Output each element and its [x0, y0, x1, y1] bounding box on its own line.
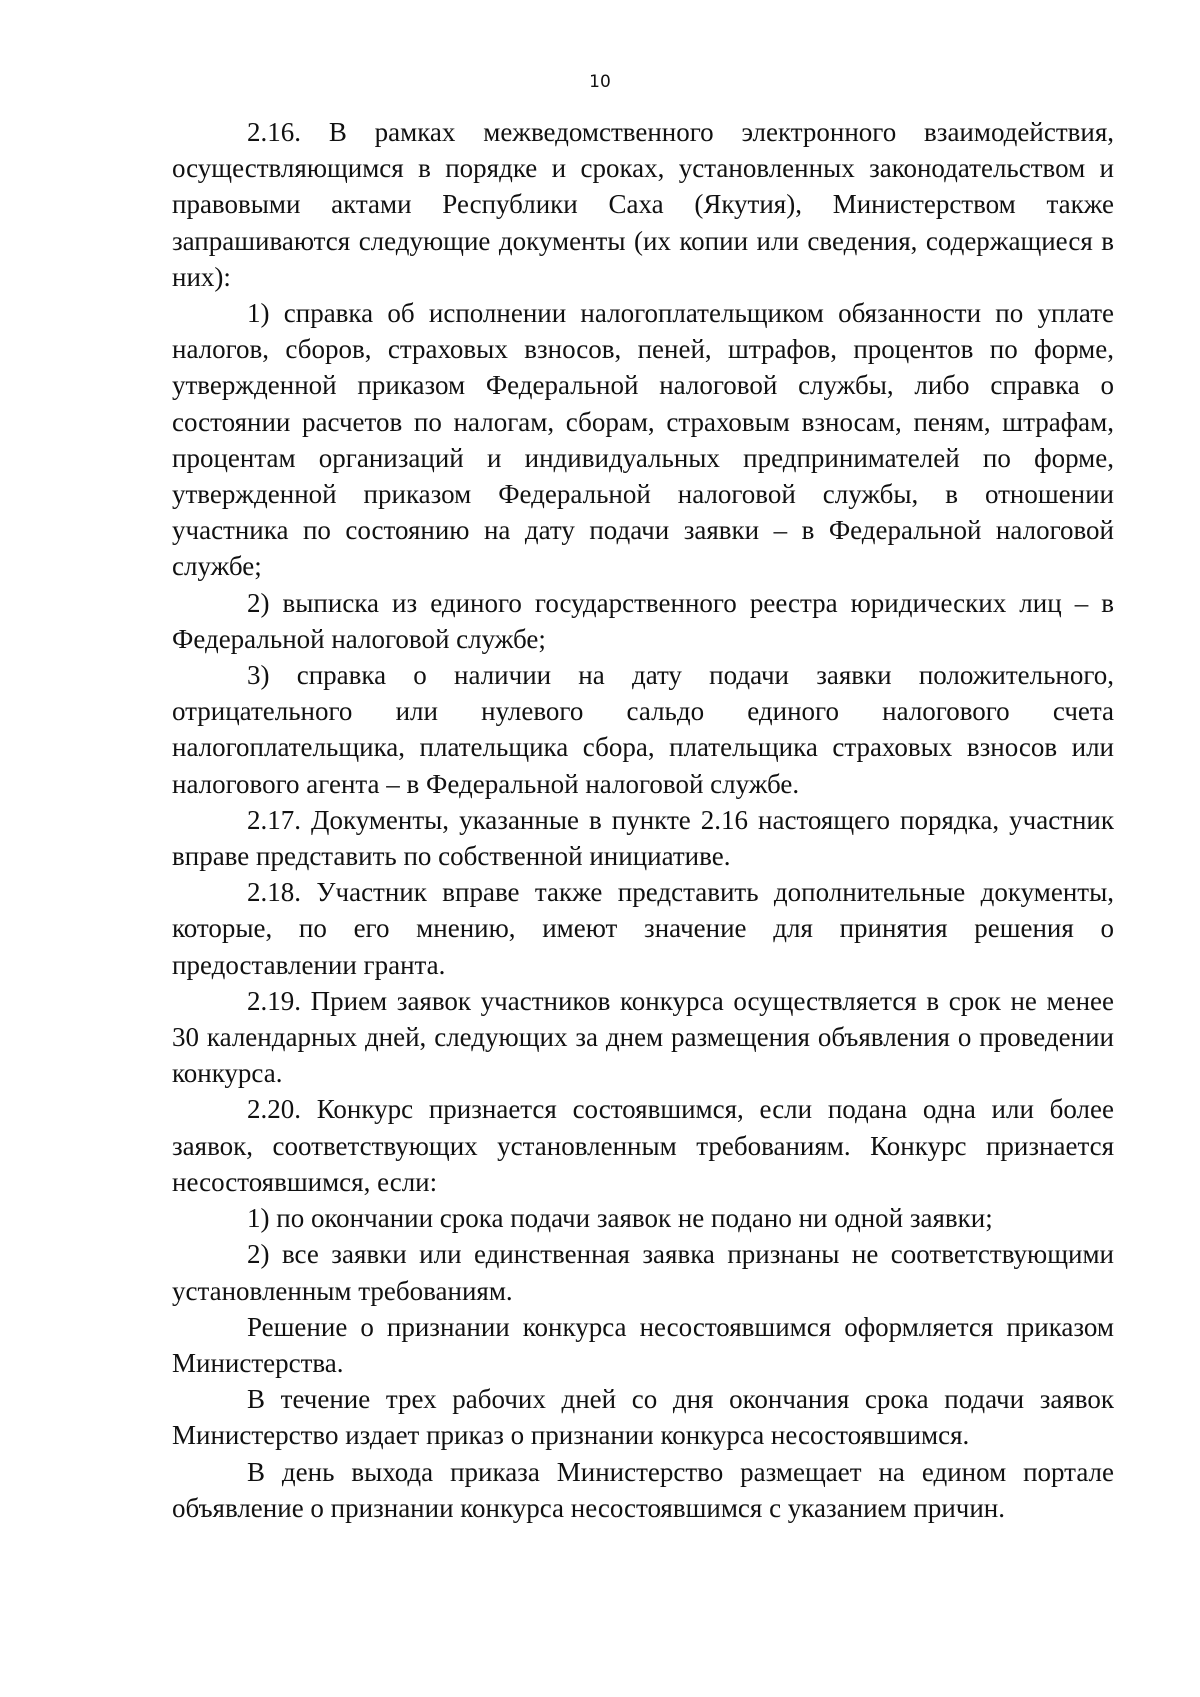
paragraph-2-19: 2.19. Прием заявок участников конкурса осуществляется в срок не менее 30 календарных дней, следующих за днем размещения объявления о проведении конкурса. — [172, 985, 1114, 1089]
paragraph-2-18: 2.18. Участник вправе также представить дополнительные документы, которые, по его мнению, имеют значение для принятия решения о предоставлении гранта. — [172, 877, 1114, 980]
list-item-3-balance-certificate: 3) справка о наличии на дату подачи заявки положительного, отрицательного или нулевого сальдо единого налогового счета налогоплательщика, плательщика сбора, плательщика страховых взносов или налогового агента – в Федеральной налоговой службе. — [172, 660, 1114, 799]
list-item-no-applications: 1) по окончании срока подачи заявок не подано ни одной заявки; — [247, 1203, 993, 1234]
paragraph-2-16: 2.16. В рамках межведомственного электронного взаимодействия, осуществляющимся в порядке и сроках, установленных законодательством и правовыми актами Республики Саха (Якутия), Министерством также запрашиваются следующие документы (их копии или сведения, содержащиеся в них): — [172, 117, 1114, 292]
list-item-2-egrul-extract: 2) выписка из единого государственного реестра юридических лиц – в Федеральной налоговой службе; — [172, 587, 1114, 654]
list-item-1-tax-certificate: 1) справка об исполнении налогоплательщиком обязанности по уплате налогов, сборов, страховых взносов, пеней, штрафов, процентов по форме, утвержденной приказом Федеральной налоговой службы, либо справка о состоянии расчетов по налогам, сборам, страховым взносам, пеням, штрафам, процентам организаций и индивидуальных предпринимателей по форме, утвержденной приказом Федеральной налоговой службы, в отношении участника по состоянию на дату подачи заявки – в Федеральной налоговой службе; — [172, 298, 1114, 582]
paragraph-portal-announcement: В день выхода приказа Министерство размещает на едином портале объявление о признании конкурса несостоявшимся с указанием причин. — [172, 1456, 1114, 1523]
paragraph-decision: Решение о признании конкурса несостоявшимся оформляется приказом Министерства. — [172, 1311, 1114, 1378]
paragraph-order-issuance: В течение трех рабочих дней со дня окончания срока подачи заявок Министерство издает приказ о признании конкурса несостоявшимся. — [172, 1384, 1114, 1451]
paragraph-2-17: 2.17. Документы, указанные в пункте 2.16 настоящего порядка, участник вправе представить по собственной инициативе. — [172, 804, 1114, 872]
paragraph-2-20: 2.20. Конкурс признается состоявшимся, если подана одна или более заявок, соответствующих установленным требованиям. Конкурс признается несостоявшимся, если: — [172, 1094, 1114, 1197]
page-number: 10 — [589, 72, 611, 92]
list-item-non-compliant: 2) все заявки или единственная заявка признаны не соответствующими установленным требованиям. — [172, 1239, 1114, 1306]
document-body — [172, 114, 1114, 1526]
